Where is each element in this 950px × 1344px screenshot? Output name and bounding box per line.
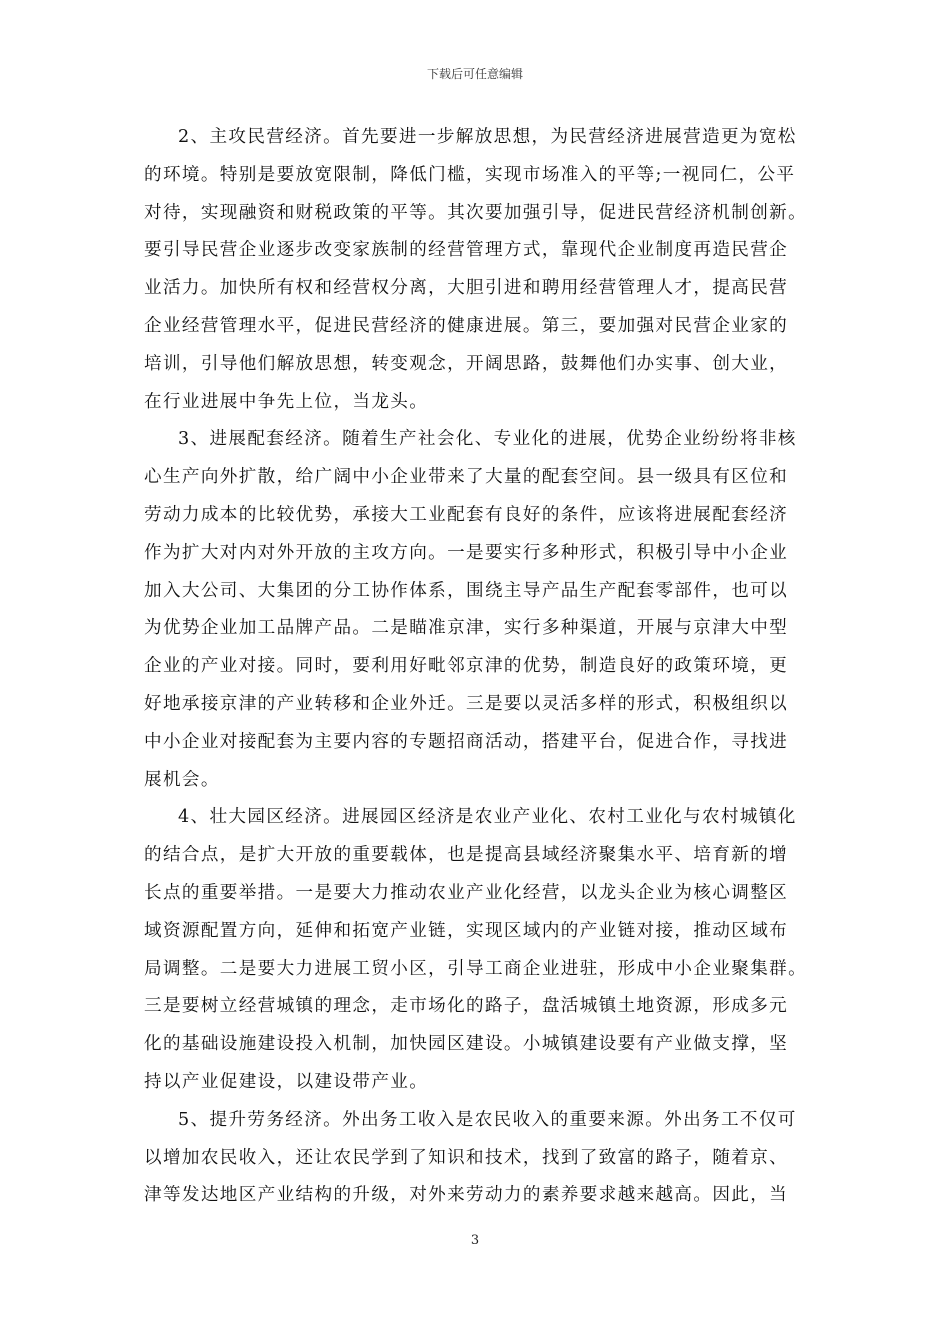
paragraph-line: 持以产业促建设，以建设带产业。 (144, 1071, 429, 1092)
paragraph-line: 对待，实现融资和财税政策的平等。其次要加强引导，促进民营经济机制创新。 (144, 202, 808, 223)
paragraph-line: 化的基础设施建设投入机制，加快园区建设。小城镇建设要有产业做支撑，坚 (144, 1034, 789, 1055)
paragraph-first-line: 3、进展配套经济。随着生产社会化、专业化的进展，优势企业纷纷将非核 (178, 429, 797, 450)
paragraph-first-line: 4、壮大园区经济。进展园区经济是农业产业化、农村工业化与农村城镇化 (178, 807, 797, 828)
paragraph-line: 心生产向外扩散，给广阔中小企业带来了大量的配套空间。县一级具有区位和 (144, 467, 789, 488)
paragraph-line: 展机会。 (144, 769, 220, 790)
paragraph-line: 局调整。二是要大力进展工贸小区，引导工商企业进驻，形成中小企业聚集群。 (144, 958, 808, 979)
paragraph-line: 加入大公司、大集团的分工协作体系，围绕主导产品生产配套零部件，也可以 (144, 580, 789, 601)
paragraph-line: 的环境。特别是要放宽限制，降低门槛，实现市场准入的平等;一视同仁，公平 (144, 164, 796, 185)
document-body (144, 119, 808, 1215)
paragraph-line: 企业经营管理水平，促进民营经济的健康进展。第三，要加强对民营企业家的 (144, 315, 789, 336)
paragraph-line: 劳动力成本的比较优势，承接大工业配套有良好的条件，应该将进展配套经济 (144, 504, 789, 525)
paragraph-line: 津等发达地区产业结构的升级，对外来劳动力的素养要求越来越高。因此，当 (144, 1185, 789, 1206)
page-header: 下载后可任意编辑 (426, 67, 523, 81)
paragraph-line: 要引导民营企业逐步改变家族制的经营管理方式，靠现代企业制度再造民营企 (144, 240, 789, 261)
paragraph-first-line: 5、提升劳务经济。外出务工收入是农民收入的重要来源。外出务工不仅可 (178, 1109, 797, 1130)
paragraph-line: 以增加农民收入，还让农民学到了知识和技术，找到了致富的路子，随着京、 (144, 1147, 789, 1168)
paragraph-line: 在行业进展中争先上位，当龙头。 (144, 391, 429, 412)
paragraph-line: 中小企业对接配套为主要内容的专题招商活动，搭建平台，促进合作，寻找进 (144, 731, 789, 752)
paragraph-line: 的结合点，是扩大开放的重要载体，也是提高县域经济聚集水平、培育新的增 (144, 845, 789, 866)
paragraph-first-line: 2、主攻民营经济。首先要进一步解放思想，为民营经济进展营造更为宽松 (178, 127, 797, 147)
paragraph-line: 企业的产业对接。同时，要利用好毗邻京津的优势，制造良好的政策环境，更 (144, 656, 789, 677)
paragraph-line: 为优势企业加工品牌产品。二是瞄准京津，实行多种渠道，开展与京津大中型 (144, 618, 789, 639)
paragraph-line: 长点的重要举措。一是要大力推动农业产业化经营，以龙头企业为核心调整区 (144, 882, 789, 903)
paragraph-line: 培训，引导他们解放思想，转变观念，开阔思路，鼓舞他们办实事、创大业， (144, 353, 789, 374)
paragraph-line: 三是要树立经营城镇的理念，走市场化的路子，盘活城镇土地资源，形成多元 (144, 996, 789, 1017)
page-number: 3 (470, 1233, 480, 1248)
paragraph-line: 业活力。加快所有权和经营权分离，大胆引进和聘用经营管理人才，提高民营 (144, 278, 789, 299)
paragraph-line: 作为扩大对内对外开放的主攻方向。一是要实行多种形式，积极引导中小企业 (144, 542, 789, 563)
paragraph-line: 好地承接京津的产业转移和企业外迁。三是要以灵活多样的形式，积极组织以 (144, 693, 789, 714)
paragraph-line: 域资源配置方向，延伸和拓宽产业链，实现区域内的产业链对接，推动区域布 (144, 920, 789, 941)
